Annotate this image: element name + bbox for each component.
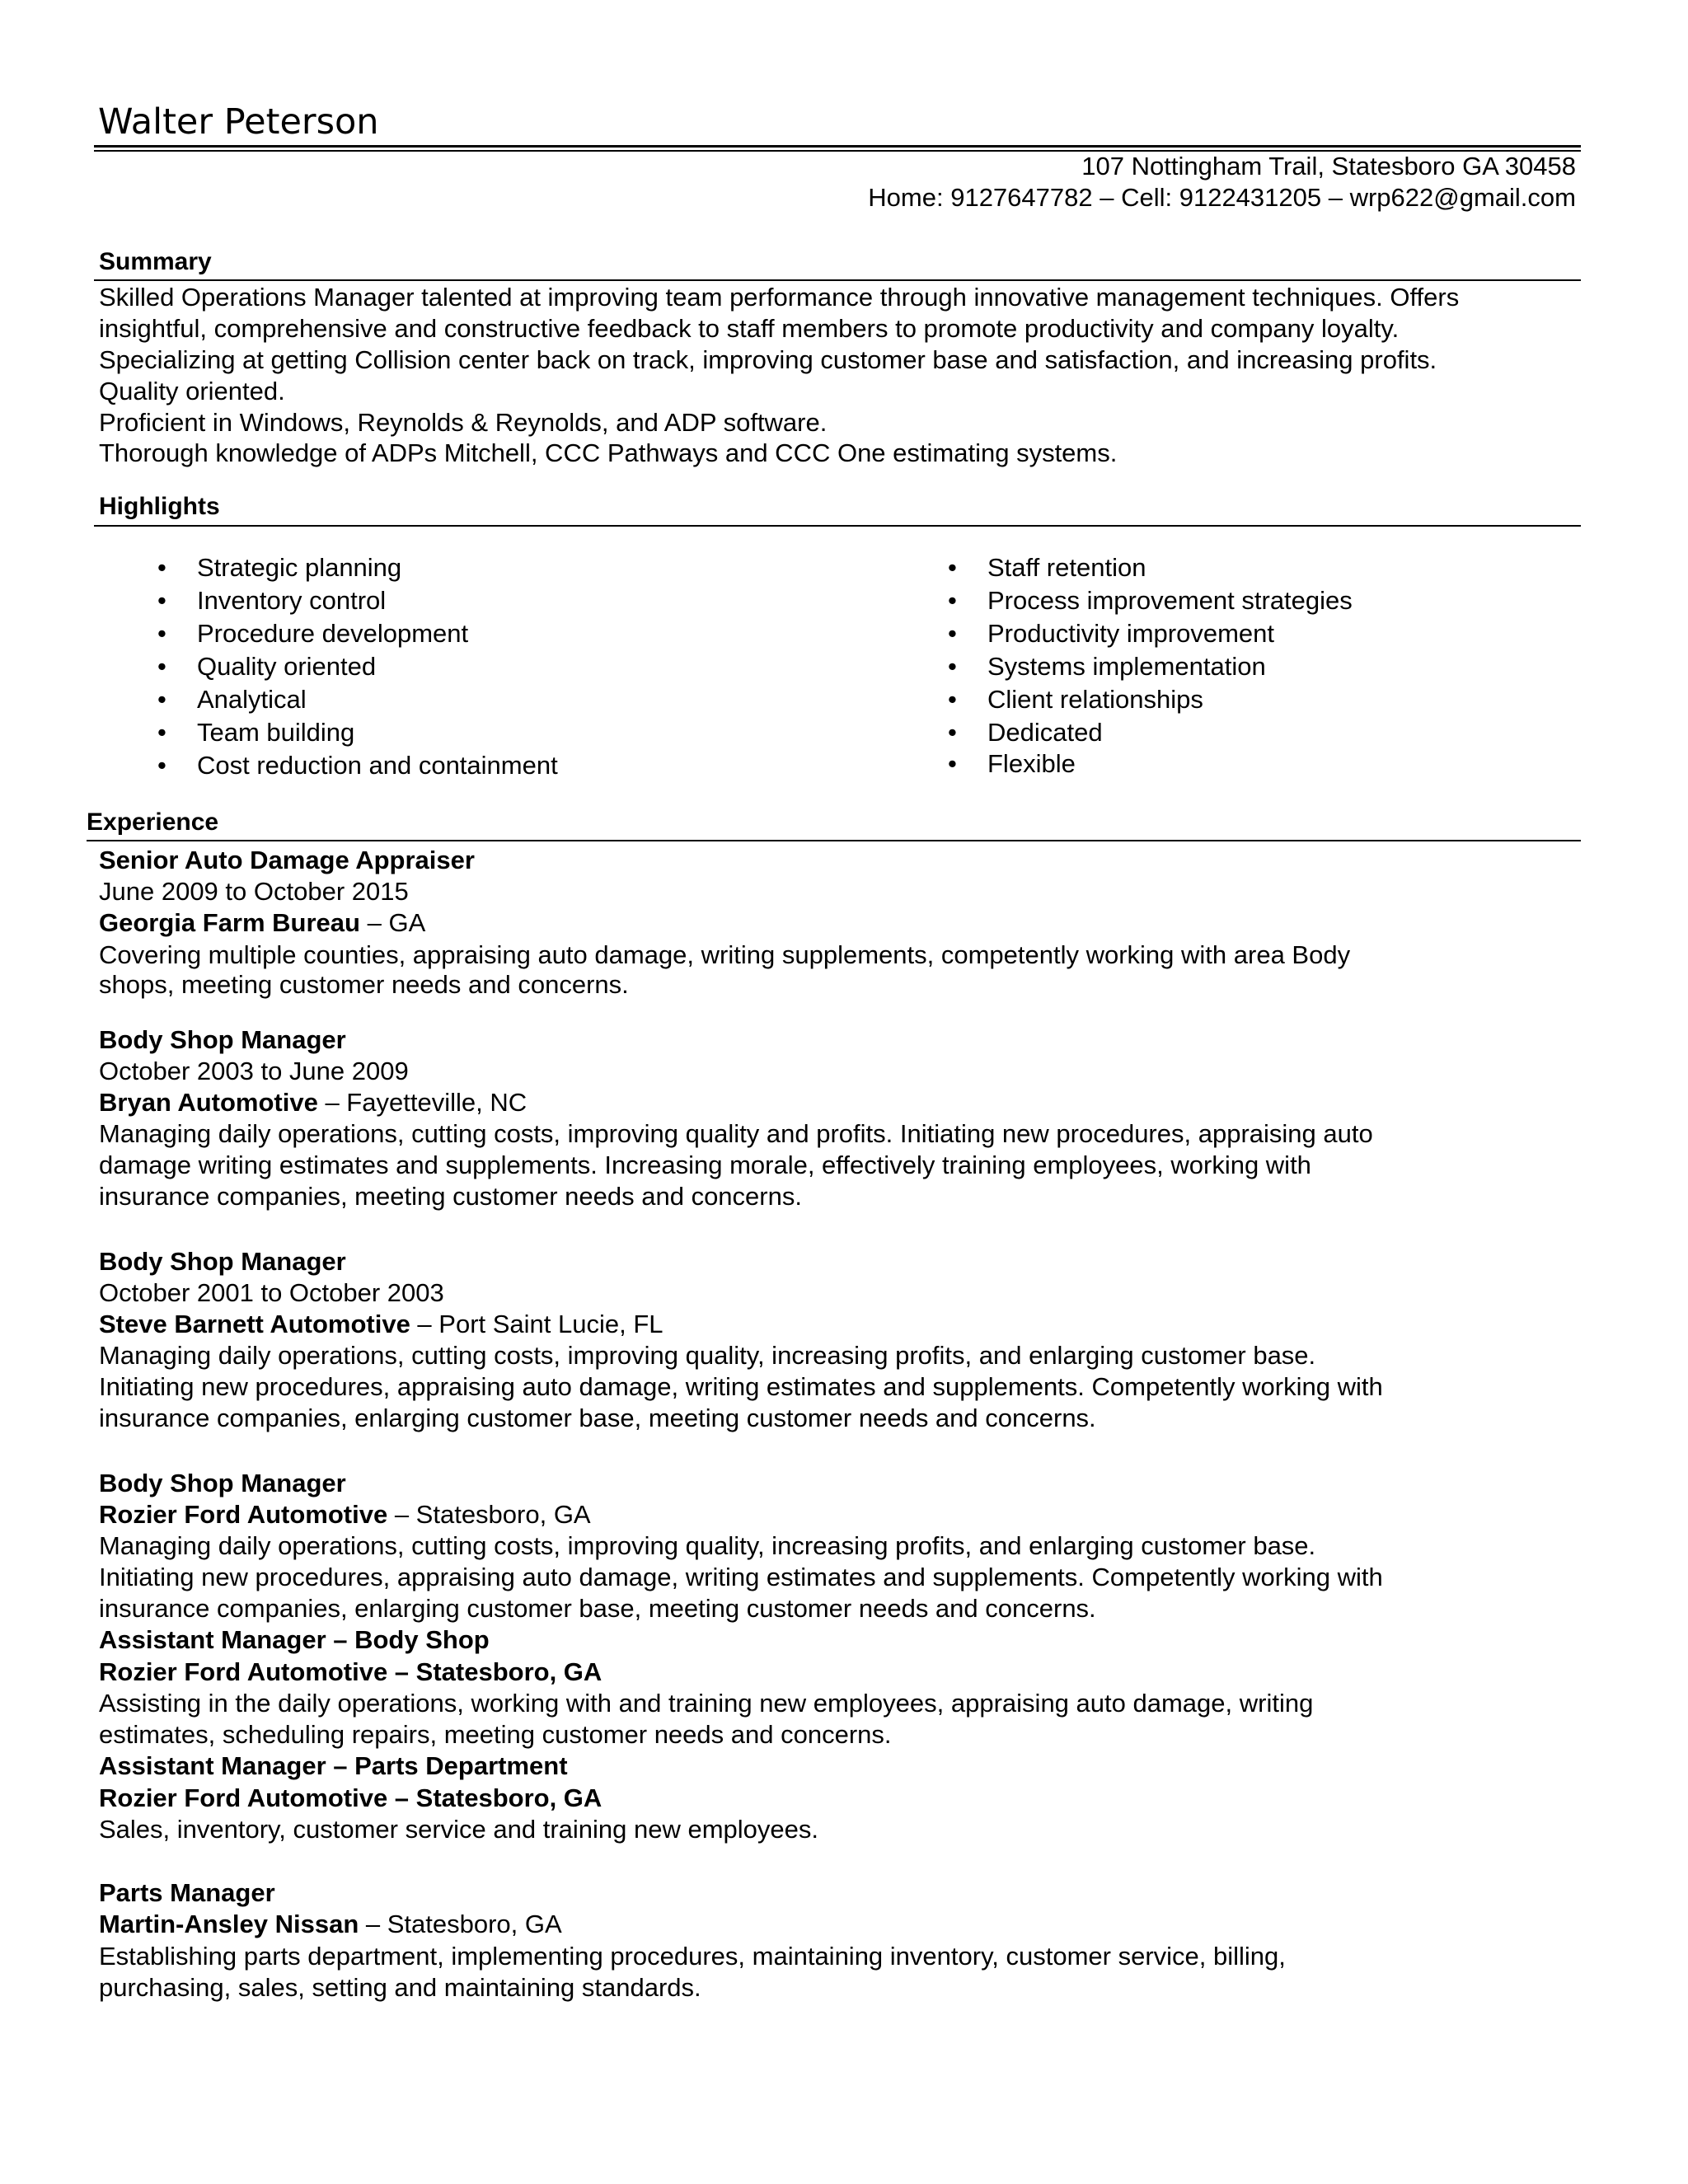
job-description: Managing daily operations, cutting costs, improving quality and profits. Initiating new procedures, appraising auto	[99, 1119, 1373, 1148]
job-location: – Statesboro, GA	[387, 1500, 591, 1529]
bullet-icon: •	[948, 652, 957, 681]
job-description: purchasing, sales, setting and maintaining standards.	[99, 1973, 701, 2002]
job-company: Georgia Farm Bureau	[99, 908, 360, 937]
bullet-icon: •	[157, 652, 166, 681]
job-company: Bryan Automotive	[99, 1088, 318, 1117]
bullet-icon: •	[157, 751, 166, 780]
highlights-rule	[94, 525, 1581, 527]
bullet-icon: •	[948, 685, 957, 714]
bullet-icon: •	[157, 685, 166, 714]
job-description: damage writing estimates and supplements. Increasing morale, effectively training employees, working with	[99, 1151, 1311, 1179]
job-location: – Fayetteville, NC	[317, 1088, 528, 1117]
job-employer	[99, 907, 425, 939]
job-employer	[99, 1309, 663, 1340]
highlights-heading: Highlights	[99, 493, 220, 520]
job-employer	[99, 1499, 591, 1530]
summary-heading: Summary	[99, 248, 212, 275]
header-rule-top	[94, 145, 1581, 148]
job-description: Sales, inventory, customer service and training new employees.	[99, 1815, 819, 1844]
job-title: Body Shop Manager	[99, 1025, 346, 1054]
job-title: Assistant Manager – Body Shop	[99, 1625, 490, 1654]
job-description: insurance companies, enlarging customer base, meeting customer needs and concerns.	[99, 1404, 1096, 1432]
summary-line: Specializing at getting Collision center back on track, improving customer base and satisfaction, and increasing profits.	[99, 345, 1437, 374]
job-description: Managing daily operations, cutting costs, improving quality, increasing profits, and enlarging customer base.	[99, 1341, 1316, 1370]
job-title: Parts Manager	[99, 1878, 275, 1907]
job-description: Establishing parts department, implementing procedures, maintaining inventory, customer service, billing,	[99, 1942, 1286, 1971]
job-company: Martin-Ansley Nissan	[99, 1910, 359, 1938]
experience-heading: Experience	[87, 808, 219, 836]
bullet-icon: •	[948, 718, 957, 747]
job-description: insurance companies, meeting customer needs and concerns.	[99, 1182, 802, 1211]
job-location: – Port Saint Lucie, FL	[410, 1310, 663, 1338]
job-description: insurance companies, enlarging customer base, meeting customer needs and concerns.	[99, 1594, 1096, 1623]
job-description: Initiating new procedures, appraising auto damage, writing estimates and supplements. Competently working with	[99, 1563, 1383, 1591]
job-dates: October 2001 to October 2003	[99, 1278, 444, 1307]
experience-rule	[87, 840, 1581, 841]
contact-address: 107 Nottingham Trail, Statesboro GA 30458	[1081, 152, 1576, 180]
summary-line: insightful, comprehensive and constructive feedback to staff members to promote productivity and company loyalty.	[99, 314, 1400, 343]
job-employer	[99, 1087, 527, 1118]
job-description: Managing daily operations, cutting costs, improving quality, increasing profits, and enlarging customer base.	[99, 1531, 1316, 1560]
job-title: Assistant Manager – Parts Department	[99, 1751, 568, 1780]
job-title: Senior Auto Damage Appraiser	[99, 846, 475, 874]
summary-line: Proficient in Windows, Reynolds & Reynolds, and ADP software.	[99, 408, 828, 437]
job-company: Rozier Ford Automotive	[99, 1500, 388, 1529]
bullet-icon: •	[157, 619, 166, 648]
job-company: Steve Barnett Automotive	[99, 1310, 410, 1338]
bullet-icon: •	[157, 586, 166, 615]
bullet-icon: •	[157, 718, 166, 747]
summary-line: Thorough knowledge of ADPs Mitchell, CCC Pathways and CCC One estimating systems.	[99, 438, 1118, 467]
summary-rule	[94, 279, 1581, 281]
summary-line: Skilled Operations Manager talented at improving team performance through innovative management techniques. Offers	[99, 283, 1460, 312]
job-description: Covering multiple counties, appraising auto damage, writing supplements, competently working with area Body	[99, 940, 1351, 969]
job-location: – GA	[359, 908, 426, 937]
job-title: Body Shop Manager	[99, 1247, 346, 1276]
bullet-icon: •	[157, 553, 166, 582]
summary-line: Quality oriented.	[99, 377, 285, 405]
bullet-icon: •	[948, 586, 957, 615]
job-employer	[99, 1909, 562, 1940]
job-description: estimates, scheduling repairs, meeting customer needs and concerns.	[99, 1720, 892, 1749]
job-description: Assisting in the daily operations, working with and training new employees, appraising auto damage, writing	[99, 1689, 1314, 1718]
job-dates: October 2003 to June 2009	[99, 1057, 409, 1085]
job-company: Rozier Ford Automotive – Statesboro, GA	[99, 1657, 603, 1686]
job-description: shops, meeting customer needs and concerns.	[99, 970, 629, 999]
job-dates: June 2009 to October 2015	[99, 877, 409, 906]
bullet-icon: •	[948, 619, 957, 648]
bullet-icon: •	[948, 553, 957, 582]
bullet-icon: •	[948, 749, 957, 778]
job-company: Rozier Ford Automotive – Statesboro, GA	[99, 1783, 603, 1812]
contact-phones-email: Home: 9127647782 – Cell: 9122431205 – wrp622@gmail.com	[868, 183, 1576, 212]
job-title: Body Shop Manager	[99, 1469, 346, 1497]
job-location: – Statesboro, GA	[359, 1910, 562, 1938]
job-description: Initiating new procedures, appraising auto damage, writing estimates and supplements. Competently working with	[99, 1372, 1383, 1401]
candidate-name: Walter Peterson	[98, 101, 379, 143]
